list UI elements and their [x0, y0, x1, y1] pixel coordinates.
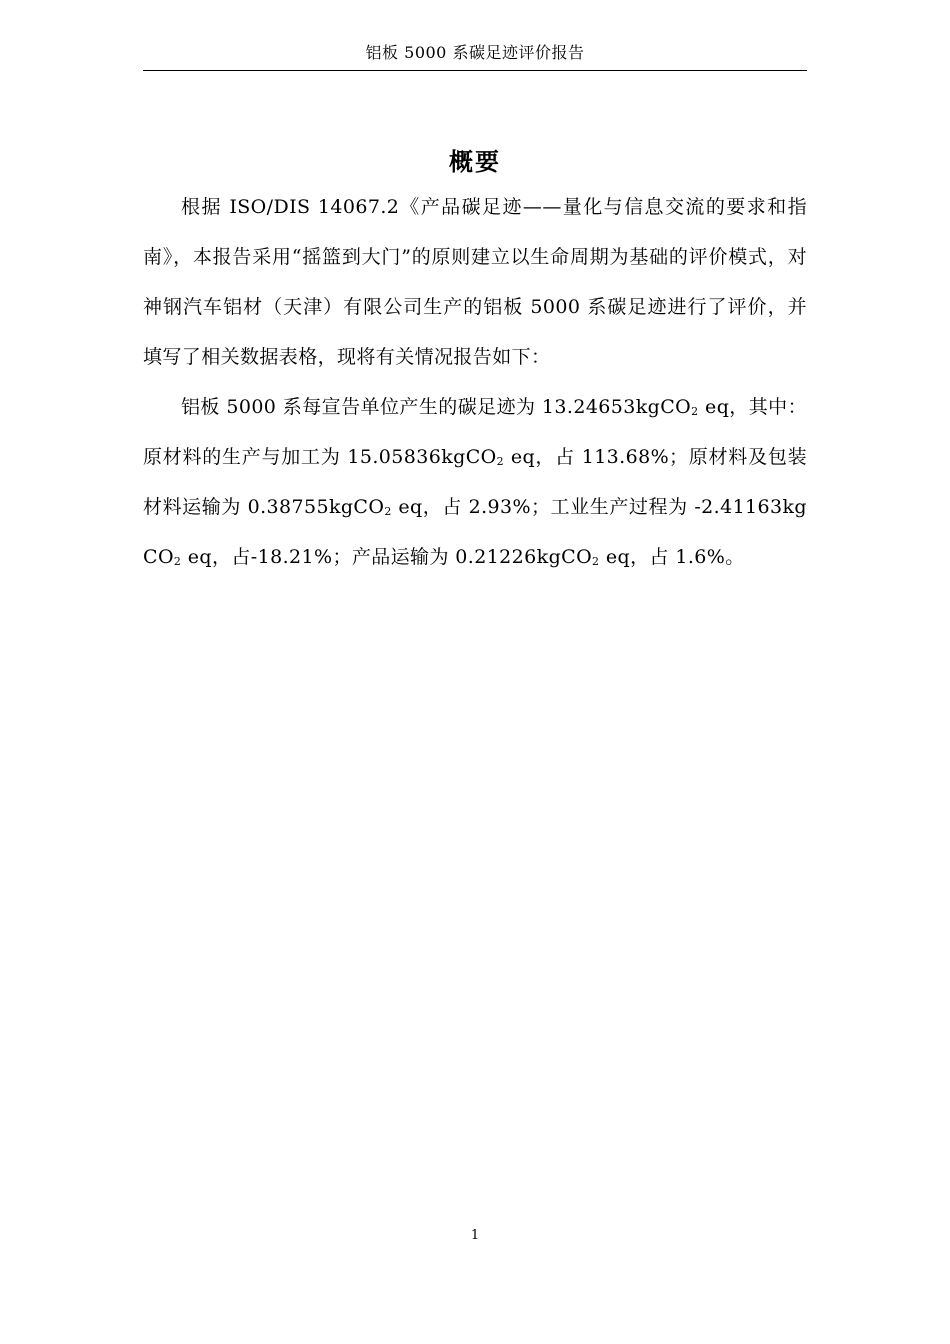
section-heading: 概要: [449, 147, 501, 176]
co2-subscript: 2: [173, 555, 182, 568]
document-body: [143, 142, 807, 582]
page-header: [143, 40, 807, 71]
paragraph-2-part-5: eq，占-18.21%；产品运输为 0.21226kgCO: [181, 546, 593, 568]
co2-subscript: 2: [496, 455, 505, 468]
co2-subscript: 2: [592, 555, 600, 568]
paragraph-2-part-2: eq，其中：原材料的生产与加工为 15.05836kgCO: [143, 396, 808, 468]
header-title: 铝板 5000 系碳足迹评价报告: [365, 43, 585, 62]
summary-paragraph-1: 根据 ISO/DIS 14067.2《产品碳足迹——量化与信息交流的要求和指南》，本报告采用“摇篮到大门”的原则建立以生命周期为基础的评价模式，对神钢汽车铝材（天津）有限公司生产的铝板 5000 系碳足迹进行了评价，并填写了相关数据表格，现将有关情况报告如下：: [143, 196, 807, 368]
paragraph-2-part-4: eq，占 2.93%；工业生产过程为 -2.41163kgCO: [143, 496, 807, 568]
page-number: 1: [470, 1228, 480, 1243]
co2-subscript: 2: [384, 505, 392, 518]
paragraph-2-part-3: eq，占 113.68%；原材料及包装材料运输为 0.38755kgCO: [143, 446, 807, 518]
paragraph-2-part-1: 铝板 5000 系每宣告单位产生的碳足迹为 13.24653kgCO: [181, 396, 692, 418]
paragraph-2-part-6: eq，占 1.6%。: [599, 546, 745, 568]
co2-subscript: 2: [691, 405, 699, 418]
summary-paragraph-2: [143, 382, 807, 582]
